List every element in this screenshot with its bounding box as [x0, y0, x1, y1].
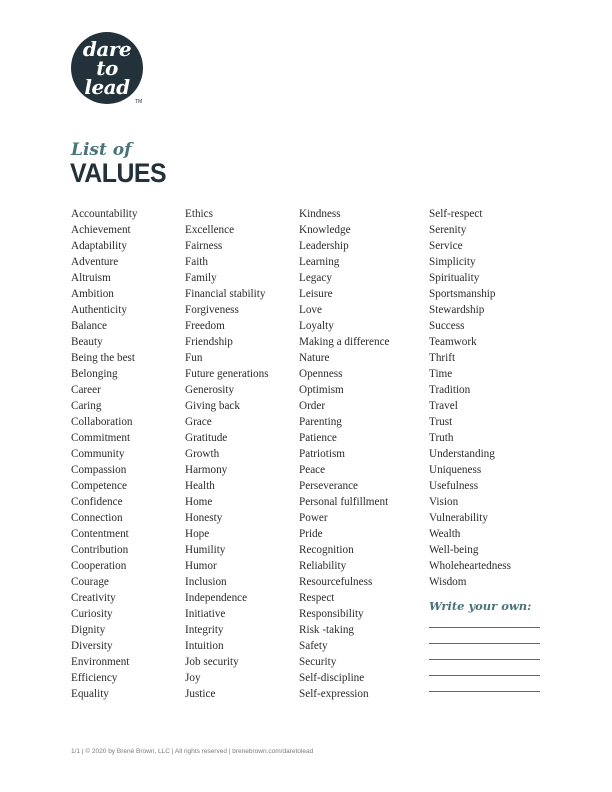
value-item: Making a difference [299, 336, 390, 348]
value-item: Home [185, 496, 213, 508]
write-in-line[interactable] [429, 643, 540, 644]
value-item: Gratitude [185, 432, 228, 444]
value-item: Reliability [299, 560, 347, 572]
value-item: Cooperation [71, 560, 127, 572]
logo-word: to [96, 55, 118, 80]
value-item: Equality [71, 688, 109, 700]
value-item: Ethics [185, 208, 213, 220]
value-item: Perseverance [299, 480, 359, 492]
value-item: Freedom [185, 320, 225, 332]
logo-word: lead [84, 74, 130, 99]
value-item: Compassion [71, 464, 127, 476]
value-item: Pride [299, 528, 323, 540]
value-item: Resourcefulness [299, 576, 373, 588]
value-item: Order [299, 400, 326, 412]
value-item: Wholeheartedness [429, 560, 512, 572]
value-item: Learning [299, 256, 340, 268]
value-item: Personal fulfillment [299, 496, 389, 508]
value-item: Risk -taking [299, 624, 355, 636]
value-item: Contribution [71, 544, 129, 556]
value-item: Faith [185, 256, 208, 268]
value-item: Legacy [299, 272, 332, 284]
value-item: Honesty [185, 512, 223, 524]
value-item: Future generations [185, 368, 269, 380]
value-item: Joy [185, 672, 201, 684]
value-item: Forgiveness [185, 304, 239, 316]
value-item: Harmony [185, 464, 228, 476]
value-item: Excellence [185, 224, 235, 236]
value-item: Understanding [429, 448, 495, 460]
value-item: Safety [299, 640, 328, 652]
value-item: Success [429, 320, 465, 332]
values-column-2 [185, 206, 269, 702]
value-item: Authenticity [71, 304, 127, 316]
value-item: Altruism [71, 272, 111, 284]
values-column-3 [299, 206, 390, 702]
write-in-line[interactable] [429, 659, 540, 660]
value-item: Leadership [299, 240, 349, 252]
value-item: Being the best [71, 352, 136, 364]
logo-word: dare [82, 36, 132, 61]
value-item: Parenting [299, 416, 342, 428]
value-item: Health [185, 480, 215, 492]
value-item: Initiative [185, 608, 226, 620]
value-item: Security [299, 656, 337, 668]
value-item: Trust [429, 416, 453, 428]
value-item: Uniqueness [429, 464, 482, 476]
write-in-line[interactable] [429, 627, 540, 628]
value-item: Connection [71, 512, 123, 524]
value-item: Well-being [429, 544, 479, 556]
value-item: Openness [299, 368, 343, 380]
value-item: Community [71, 448, 125, 460]
page-title: VALUES [70, 158, 167, 188]
value-item: Power [299, 512, 328, 524]
trademark-mark: TM [135, 99, 143, 105]
value-item: Intuition [185, 640, 224, 652]
value-item: Efficiency [71, 672, 118, 684]
value-item: Sportsmanship [429, 288, 496, 300]
value-item: Nature [299, 352, 330, 364]
value-item: Courage [71, 576, 109, 588]
value-item: Curiosity [71, 608, 113, 620]
value-item: Growth [185, 448, 220, 460]
value-item: Grace [185, 416, 212, 428]
value-item: Self-expression [299, 688, 369, 700]
value-item: Simplicity [429, 256, 476, 268]
value-item: Truth [429, 432, 454, 444]
value-item: Travel [429, 400, 458, 412]
value-item: Commitment [71, 432, 131, 444]
value-item: Vulnerability [429, 512, 488, 524]
value-item: Hope [185, 528, 210, 540]
value-item: Achievement [71, 224, 131, 236]
write-in-line[interactable] [429, 691, 540, 692]
values-column-4 [429, 206, 511, 590]
value-item: Balance [71, 320, 108, 332]
value-item: Peace [299, 464, 326, 476]
value-item: Service [429, 240, 463, 252]
value-item: Wisdom [429, 576, 467, 588]
value-item: Confidence [71, 496, 123, 508]
value-item: Job security [185, 656, 239, 668]
value-item: Creativity [71, 592, 116, 604]
value-item: Contentment [71, 528, 129, 540]
value-item: Optimism [299, 384, 344, 396]
value-item: Competence [71, 480, 127, 492]
write-in-line[interactable] [429, 675, 540, 676]
write-your-own-label: Write your own: [429, 599, 532, 613]
value-item: Wealth [429, 528, 461, 540]
value-item: Beauty [71, 336, 103, 348]
value-item: Dignity [71, 624, 106, 636]
value-item: Stewardship [429, 304, 485, 316]
value-item: Diversity [71, 640, 113, 652]
value-item: Caring [71, 400, 102, 412]
value-item: Inclusion [185, 576, 227, 588]
value-item: Loyalty [299, 320, 334, 332]
value-item: Self-discipline [299, 672, 365, 684]
value-item: Career [71, 384, 101, 396]
value-item: Generosity [185, 384, 235, 396]
value-item: Leisure [299, 288, 333, 300]
values-column-1 [71, 206, 138, 702]
value-item: Belonging [71, 368, 118, 380]
value-item: Fairness [185, 240, 223, 252]
page-subtitle: List of [71, 140, 132, 160]
value-item: Love [299, 304, 322, 316]
value-item: Knowledge [299, 224, 351, 236]
value-item: Recognition [299, 544, 354, 556]
value-item: Collaboration [71, 416, 133, 428]
value-item: Justice [185, 688, 216, 700]
value-item: Spirituality [429, 272, 480, 284]
value-item: Integrity [185, 624, 224, 636]
value-item: Kindness [299, 208, 341, 220]
value-item: Thrift [429, 352, 456, 364]
value-item: Ambition [71, 288, 114, 300]
value-item: Responsibility [299, 608, 364, 620]
value-item: Independence [185, 592, 248, 604]
value-item: Self-respect [429, 208, 483, 220]
value-item: Accountability [71, 208, 138, 220]
dare-to-lead-logo [71, 32, 143, 104]
value-item: Adaptability [71, 240, 127, 252]
value-item: Family [185, 272, 217, 284]
value-item: Humor [185, 560, 217, 572]
value-item: Fun [185, 352, 203, 364]
value-item: Patriotism [299, 448, 345, 460]
value-item: Vision [429, 496, 459, 508]
value-item: Environment [71, 656, 130, 668]
value-item: Serenity [429, 224, 467, 236]
value-item: Usefulness [429, 480, 479, 492]
value-item: Financial stability [185, 288, 266, 300]
value-item: Respect [299, 592, 335, 604]
value-item: Time [429, 368, 453, 380]
value-item: Teamwork [429, 336, 477, 348]
value-item: Humility [185, 544, 226, 556]
page-footer: 1/1 | © 2020 by Brené Brown, LLC | All rights reserved | brenebrown.com/daretolead [71, 748, 314, 755]
value-item: Giving back [185, 400, 240, 412]
value-item: Tradition [429, 384, 471, 396]
value-item: Adventure [71, 256, 119, 268]
value-item: Patience [299, 432, 337, 444]
value-item: Friendship [185, 336, 233, 348]
